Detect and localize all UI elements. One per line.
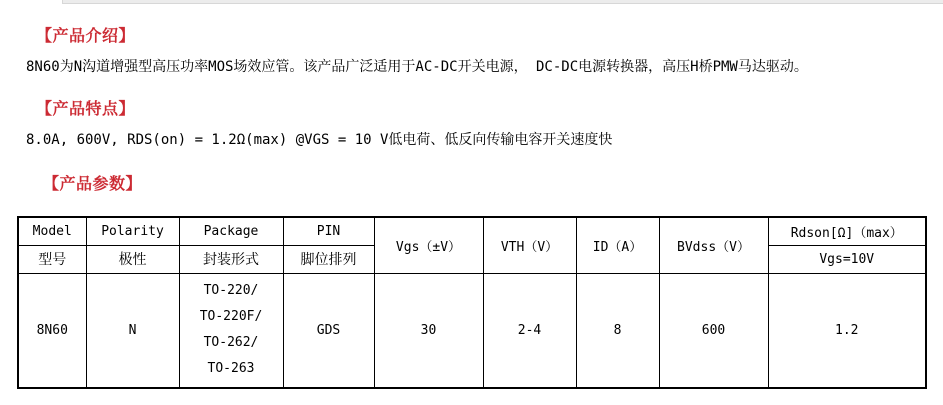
package-option: TO-220F/ [199, 309, 263, 325]
package-option: TO-262/ [203, 335, 259, 351]
cell-model: 8N60 [18, 273, 86, 388]
product-features-text: 8.0A, 600V, RDS(on) = 1.2Ω(max) @VGS = 10 V低电荷、低反向传输电容开关速度快 [26, 132, 613, 148]
header-cell-vth: VTH（V） [483, 217, 576, 273]
header-cell-model-en: Model [18, 217, 86, 245]
table-header-row-english [18, 217, 926, 245]
section-heading-product-parameters: 【产品参数】 [43, 174, 143, 193]
header-cell-pin-en: PIN [283, 217, 374, 245]
cell-bvdss: 600 [659, 273, 768, 388]
cell-id: 8 [576, 273, 659, 388]
header-cell-rdson-max: Rdson[Ω]（max） [768, 217, 926, 245]
cell-package [179, 273, 283, 388]
cell-vth: 2-4 [483, 273, 576, 388]
header-cell-pin-zh: 脚位排列 [283, 245, 374, 273]
cell-pin: GDS [283, 273, 374, 388]
table-data-row-8n60 [18, 273, 926, 388]
header-cell-vgs: Vgs（±V） [374, 217, 483, 273]
header-cell-package-en: Package [179, 217, 283, 245]
cell-vgs: 30 [374, 273, 483, 388]
browser-edge-strip [62, 0, 943, 4]
package-option: TO-263 [207, 361, 255, 377]
header-cell-id: ID（A） [576, 217, 659, 273]
header-cell-package-zh: 封装形式 [179, 245, 283, 273]
header-cell-rdson-condition: Vgs=10V [768, 245, 926, 273]
header-cell-model-zh: 型号 [18, 245, 86, 273]
section-heading-product-intro: 【产品介绍】 [36, 26, 136, 45]
header-cell-polarity-en: Polarity [86, 217, 179, 245]
section-heading-product-features: 【产品特点】 [36, 99, 136, 118]
header-cell-bvdss: BVdss（V） [659, 217, 768, 273]
cell-rdson: 1.2 [768, 273, 926, 388]
product-intro-text: 8N60为N沟道增强型高压功率MOS场效应管。该产品广泛适用于AC-DC开关电源， DC-DC电源转换器，高压H桥PMW马达驱动。 [26, 59, 808, 75]
product-parameters-table [17, 216, 927, 389]
header-cell-polarity-zh: 极性 [86, 245, 179, 273]
package-option: TO-220/ [203, 283, 259, 299]
cell-polarity: N [86, 273, 179, 388]
